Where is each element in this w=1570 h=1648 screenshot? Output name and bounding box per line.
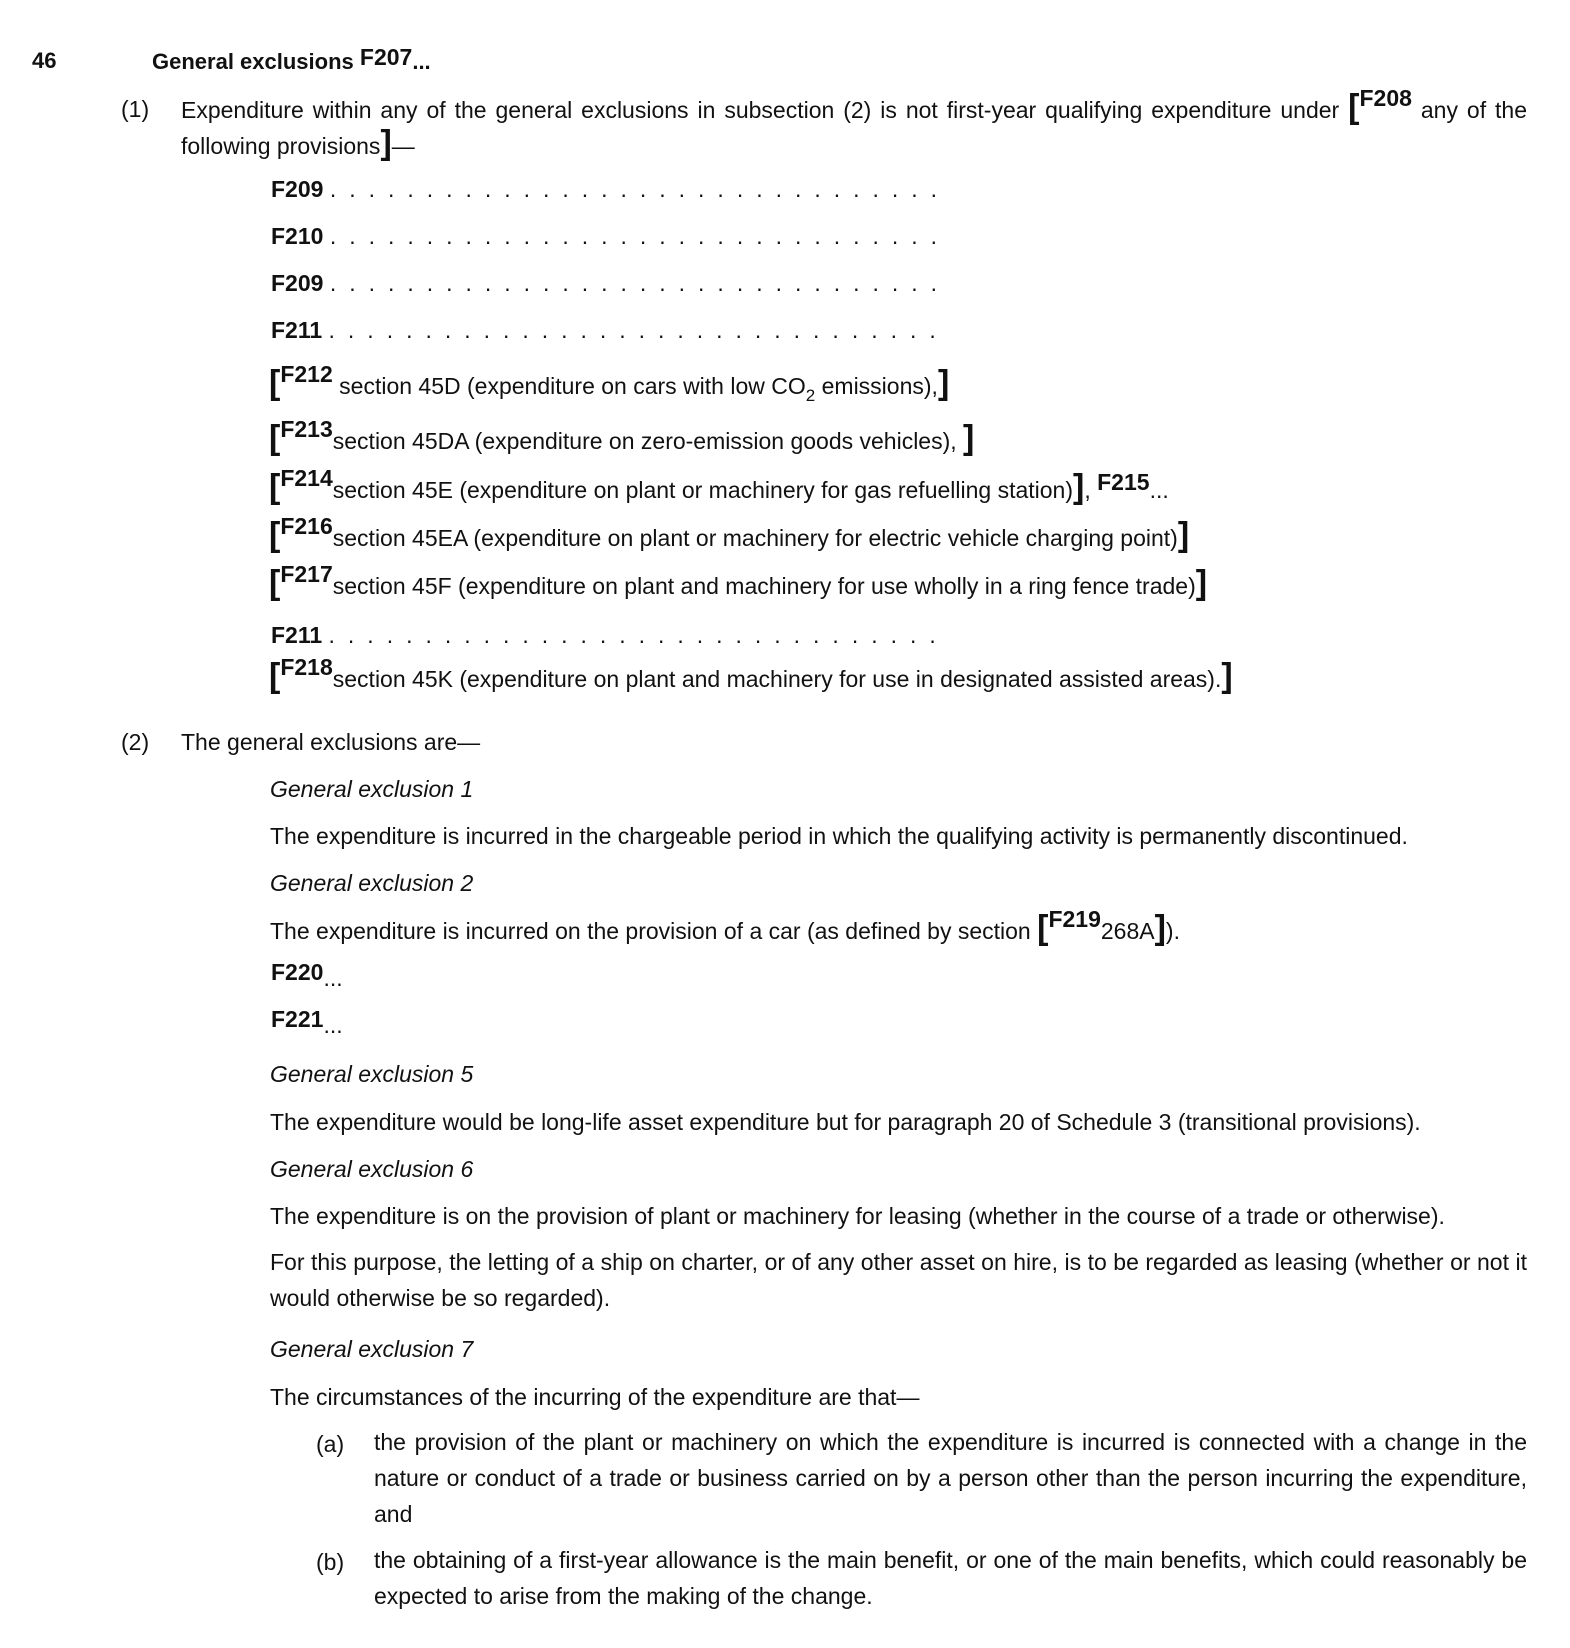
amendment-ref-f218[interactable]: F218 (280, 654, 333, 680)
repealed-dots: . . . . . . . . . . . . . . . . . . . . . . . . . . . . . . . . (329, 270, 941, 296)
open-bracket: [ (269, 364, 281, 402)
close-bracket: ] (937, 364, 950, 402)
general-exclusion-1-heading: General exclusion 1 (270, 776, 474, 802)
provision-text: section 45E (expenditure on plant or machinery for gas refuelling station) (332, 477, 1074, 503)
general-exclusion-2-heading: General exclusion 2 (270, 870, 474, 896)
repealed-dots: . . . . . . . . . . . . . . . . . . . . . . . . . . . . . . . . (328, 622, 940, 648)
section-number: 46 (32, 48, 57, 73)
comma: , (1084, 477, 1098, 503)
amendment-ref-f215[interactable]: F215 (1097, 469, 1150, 495)
general-exclusion-2-text (270, 906, 1180, 947)
close-bracket: ] (1195, 564, 1208, 602)
provision-item (269, 513, 1190, 554)
paragraph-a-label: (a) (316, 1431, 345, 1457)
repealed-dots: . . . . . . . . . . . . . . . . . . . . . . . . . . . . . . . . (328, 317, 940, 343)
amendment-ref-f221[interactable]: F221 (271, 1006, 324, 1032)
provision-text: section 45F (expenditure on plant and machinery for use wholly in a ring fence trade) (332, 573, 1196, 599)
amendment-ref-f217[interactable]: F217 (280, 561, 333, 587)
amendment-ref-f214[interactable]: F214 (280, 465, 333, 491)
subsection-1-text (181, 85, 1528, 164)
paragraph-b-label: (b) (316, 1549, 345, 1575)
general-exclusion-6-heading: General exclusion 6 (270, 1156, 474, 1182)
subsection-2-number: (2) (121, 729, 150, 755)
subsection-1-number: (1) (121, 96, 150, 122)
open-bracket: [ (269, 468, 281, 506)
close-bracket: ] (1221, 657, 1233, 695)
paragraph-a-text: the provision of the plant or machinery on which the expenditure is incurred is connected with a change in the nature or conduct of a trade or business carried on by a person other than the person incurring the expenditure, and (374, 1429, 1527, 1527)
open-bracket: [ (269, 564, 281, 602)
provision-item (269, 465, 1169, 506)
amendment-ref-f212[interactable]: F212 (280, 361, 333, 387)
provision-item (271, 270, 940, 297)
provision-text: section 45EA (expenditure on plant or machinery for electric vehicle charging point) (332, 525, 1178, 551)
sub1-text-before: Expenditure within any of the general exclusions in subsection (2) is not first-year qualifying expenditure under (181, 97, 1340, 123)
amendment-ref-f210[interactable]: F210 (271, 223, 324, 249)
close-bracket: ] (1073, 468, 1085, 506)
title-ellipsis: ... (412, 49, 431, 74)
provision-item (269, 416, 975, 457)
provision-text: section 45DA (expenditure on zero-emission goods vehicles), (332, 428, 964, 454)
sub1-dash: — (391, 133, 415, 159)
repealed-exclusion (271, 1006, 343, 1038)
amendment-ref-f220[interactable]: F220 (271, 959, 324, 985)
general-exclusion-6-text: The expenditure is on the provision of plant or machinery for leasing (whether in the course of a trade or otherwise). (270, 1203, 1445, 1229)
ellipsis: ... (323, 1012, 343, 1038)
ge2-text-after: ). (1165, 918, 1180, 944)
provision-text: section 45D (expenditure on cars with low CO (339, 373, 806, 399)
close-bracket: ] (380, 124, 392, 162)
open-bracket: [ (269, 657, 281, 695)
general-exclusion-1-text: The expenditure is incurred in the chargeable period in which the qualifying activity is permanently discontinued. (270, 823, 1408, 849)
section-title-text: General exclusions (152, 49, 354, 74)
general-exclusion-6-purpose: For this purpose, the letting of a ship on charter, or of any other asset on hire, is to be regarded as leasing (whether or not it would otherwise be so regarded). (270, 1249, 1527, 1311)
open-bracket: [ (1037, 909, 1049, 947)
subsection-2-text: The general exclusions are— (181, 729, 481, 755)
provision-item (271, 622, 939, 649)
ellipsis: ... (1149, 477, 1169, 503)
general-exclusion-5-text: The expenditure would be long-life asset expenditure but for paragraph 20 of Schedule 3 (transitional provisions). (270, 1109, 1421, 1135)
amendment-ref-f219[interactable]: F219 (1048, 906, 1101, 932)
repealed-exclusion (271, 959, 343, 991)
provision-item (269, 561, 1208, 602)
amendment-ref-f209[interactable]: F209 (271, 176, 324, 202)
provision-text: section 45K (expenditure on plant and machinery for use in designated assisted areas). (332, 666, 1222, 692)
open-bracket: [ (269, 516, 281, 554)
provision-text-end: emissions), (815, 373, 938, 399)
general-exclusion-7-heading: General exclusion 7 (270, 1336, 474, 1362)
open-bracket: [ (1348, 88, 1360, 126)
ellipsis: ... (323, 965, 343, 991)
amendment-ref-f207[interactable]: F207 (359, 44, 413, 70)
amendment-ref-f209[interactable]: F209 (271, 270, 324, 296)
close-bracket: ] (963, 419, 975, 457)
ge2-text-before: The expenditure is incurred on the provision of a car (as defined by section (270, 918, 1031, 944)
general-exclusion-7-text: The circumstances of the incurring of the expenditure are that— (270, 1384, 920, 1410)
close-bracket: ] (1177, 516, 1190, 554)
close-bracket: ] (1154, 909, 1166, 947)
subscript-2: 2 (805, 386, 816, 405)
amendment-ref-f216[interactable]: F216 (280, 513, 333, 539)
provision-item (271, 223, 940, 250)
general-exclusion-5-heading: General exclusion 5 (270, 1061, 474, 1087)
provision-item (271, 176, 940, 203)
provision-item (271, 317, 939, 344)
section-268a: 268A (1100, 918, 1155, 944)
amendment-ref-f208[interactable]: F208 (1359, 85, 1412, 111)
repealed-dots: . . . . . . . . . . . . . . . . . . . . . . . . . . . . . . . . (329, 176, 941, 202)
provision-item (269, 654, 1233, 695)
section-title (152, 44, 431, 75)
open-bracket: [ (269, 419, 281, 457)
sub1-text-after: any of the following provisions (181, 97, 1528, 159)
repealed-dots: . . . . . . . . . . . . . . . . . . . . . . . . . . . . . . . . (329, 223, 941, 249)
amendment-ref-f213[interactable]: F213 (280, 416, 333, 442)
paragraph-b-text: the obtaining of a first-year allowance is the main benefit, or one of the main benefits, which could reasonably be expected to arise from the making of the change. (374, 1547, 1527, 1609)
amendment-ref-f211[interactable]: F211 (271, 317, 323, 343)
provision-item (269, 361, 950, 405)
amendment-ref-f211[interactable]: F211 (271, 622, 323, 648)
